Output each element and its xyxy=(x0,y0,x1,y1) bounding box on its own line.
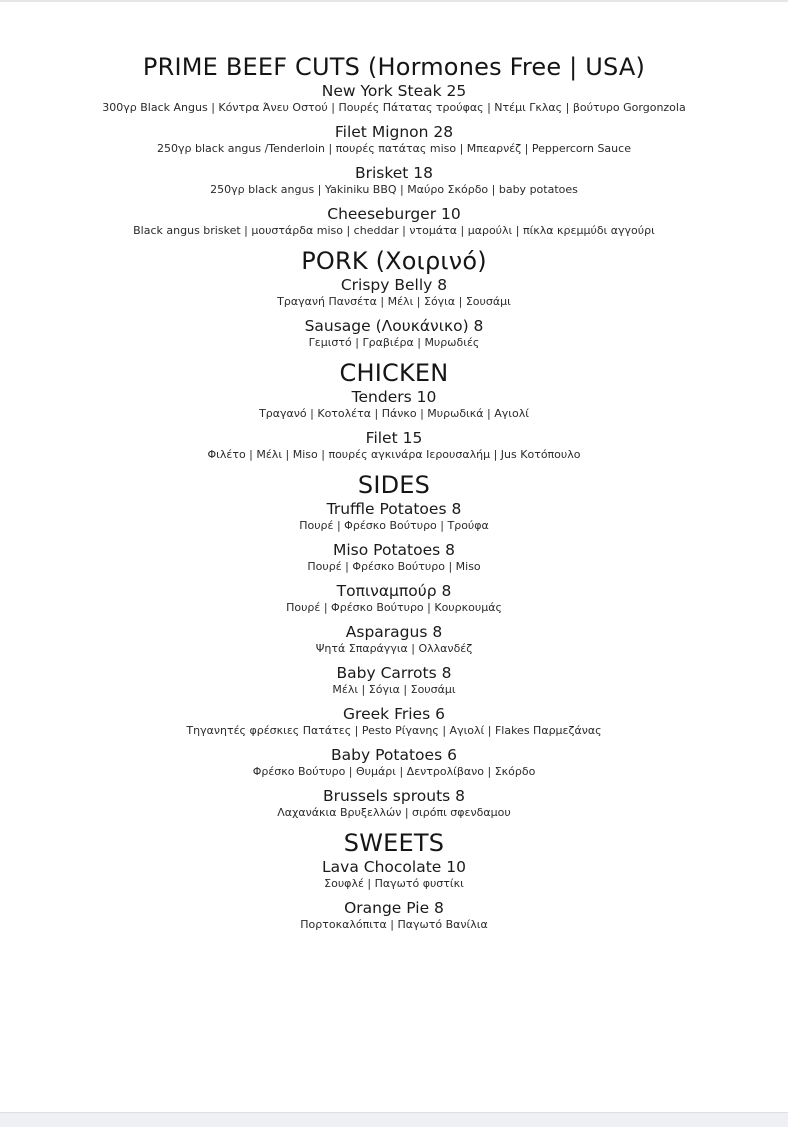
item-description: Μέλι | Σόγια | Σουσάμι xyxy=(332,683,456,696)
item-name: Truffle Potatoes 8 xyxy=(326,500,462,518)
item-name: New York Steak 25 xyxy=(321,82,467,100)
section-title: SIDES xyxy=(357,471,431,499)
menu-item xyxy=(0,500,788,533)
item-description: Πουρέ | Φρέσκο Βούτυρο | Τρούφα xyxy=(299,519,489,532)
item-description: 250γρ black angus /Tenderloin | πουρές πατάτας miso | Μπεαρνέζ | Peppercorn Sauce xyxy=(157,142,631,155)
menu-item xyxy=(0,705,788,738)
item-description: Σουφλέ | Παγωτό φυστίκι xyxy=(324,877,464,890)
item-name: Crispy Belly 8 xyxy=(340,276,448,294)
item-description: Τραγανό | Κοτολέτα | Πάνκο | Μυρωδικά | Αγιολί xyxy=(259,407,529,420)
viewer-bottom-strip xyxy=(0,1112,788,1127)
item-description: Λαχανάκια Βρυξελλών | σιρόπι σφενδαμου xyxy=(277,806,511,819)
menu-item xyxy=(0,664,788,697)
item-name: Tenders 10 xyxy=(351,388,437,406)
item-name: Baby Carrots 8 xyxy=(336,664,452,682)
menu-item xyxy=(0,746,788,779)
section-pork xyxy=(0,246,788,350)
item-name: Greek Fries 6 xyxy=(343,705,445,723)
menu-item xyxy=(0,787,788,820)
item-name: Filet Mignon 28 xyxy=(334,123,454,141)
menu-item xyxy=(0,82,788,115)
item-name: Baby Potatoes 6 xyxy=(331,746,457,764)
item-description: Τραγανή Πανσέτα | Μέλι | Σόγια | Σουσάμι xyxy=(277,295,511,308)
item-name: Τοπιναμπούρ 8 xyxy=(336,582,452,600)
item-description: Φιλέτο | Μέλι | Miso | πουρές αγκινάρα Ιερουσαλήμ | Jus Κοτόπουλο xyxy=(207,448,581,461)
item-description: Black angus brisket | μουστάρδα miso | cheddar | ντομάτα | μαρούλι | πίκλα κρεμμύδι αγγούρι xyxy=(133,224,655,237)
menu-item xyxy=(0,164,788,197)
item-name: Lava Chocolate 10 xyxy=(322,858,466,876)
item-name: Asparagus 8 xyxy=(345,623,443,641)
top-divider xyxy=(0,0,788,2)
item-description: 300γρ Black Angus | Κόντρα Άνευ Οστού | Πουρές Πάτατας τρούφας | Ντέμι Γκλας | βούτυρο Gorgonzola xyxy=(102,101,686,114)
section-chicken xyxy=(0,358,788,462)
item-description: Πουρέ | Φρέσκο Βούτυρο | Miso xyxy=(307,560,481,573)
menu-item xyxy=(0,623,788,656)
item-name: Filet 15 xyxy=(365,429,423,447)
item-description: Φρέσκο Βούτυρο | Θυμάρι | Δεντρολίβανο | Σκόρδο xyxy=(252,765,536,778)
item-description: Ψητά Σπαράγγια | Ολλανδέζ xyxy=(315,642,473,655)
section-title: PRIME BEEF CUTS (Hormones Free | USA) xyxy=(142,53,646,81)
section-title: SWEETS xyxy=(343,829,445,857)
section-sides xyxy=(0,470,788,820)
item-description: 250γρ black angus | Yakiniku BBQ | Μαύρο Σκόρδο | baby potatoes xyxy=(210,183,578,196)
item-name: Sausage (Λουκάνικο) 8 xyxy=(304,317,484,335)
item-name: Brussels sprouts 8 xyxy=(322,787,466,805)
menu-item xyxy=(0,429,788,462)
menu-item xyxy=(0,858,788,891)
menu-item xyxy=(0,541,788,574)
section-prime-beef xyxy=(0,52,788,238)
item-name: Orange Pie 8 xyxy=(344,899,444,917)
menu-item xyxy=(0,899,788,932)
section-title: PORK (Χοιρινό) xyxy=(301,247,487,275)
menu-item xyxy=(0,205,788,238)
item-name: Cheeseburger 10 xyxy=(327,205,461,223)
item-description: Τηγανητές φρέσκιες Πατάτες | Pesto Ρίγανης | Αγιολί | Flakes Παρμεζάνας xyxy=(186,724,602,737)
item-description: Γεμιστό | Γραβιέρα | Μυρωδιές xyxy=(308,336,480,349)
menu-item xyxy=(0,582,788,615)
item-name: Brisket 18 xyxy=(354,164,434,182)
menu-content xyxy=(0,52,788,940)
menu-item xyxy=(0,317,788,350)
section-sweets xyxy=(0,828,788,932)
item-description: Πορτοκαλόπιτα | Παγωτό Βανίλια xyxy=(300,918,488,931)
item-name: Miso Potatoes 8 xyxy=(333,541,455,559)
section-title: CHICKEN xyxy=(339,359,449,387)
menu-item xyxy=(0,123,788,156)
menu-item xyxy=(0,276,788,309)
item-description: Πουρέ | Φρέσκο Βούτυρο | Κουρκουμάς xyxy=(286,601,502,614)
menu-item xyxy=(0,388,788,421)
